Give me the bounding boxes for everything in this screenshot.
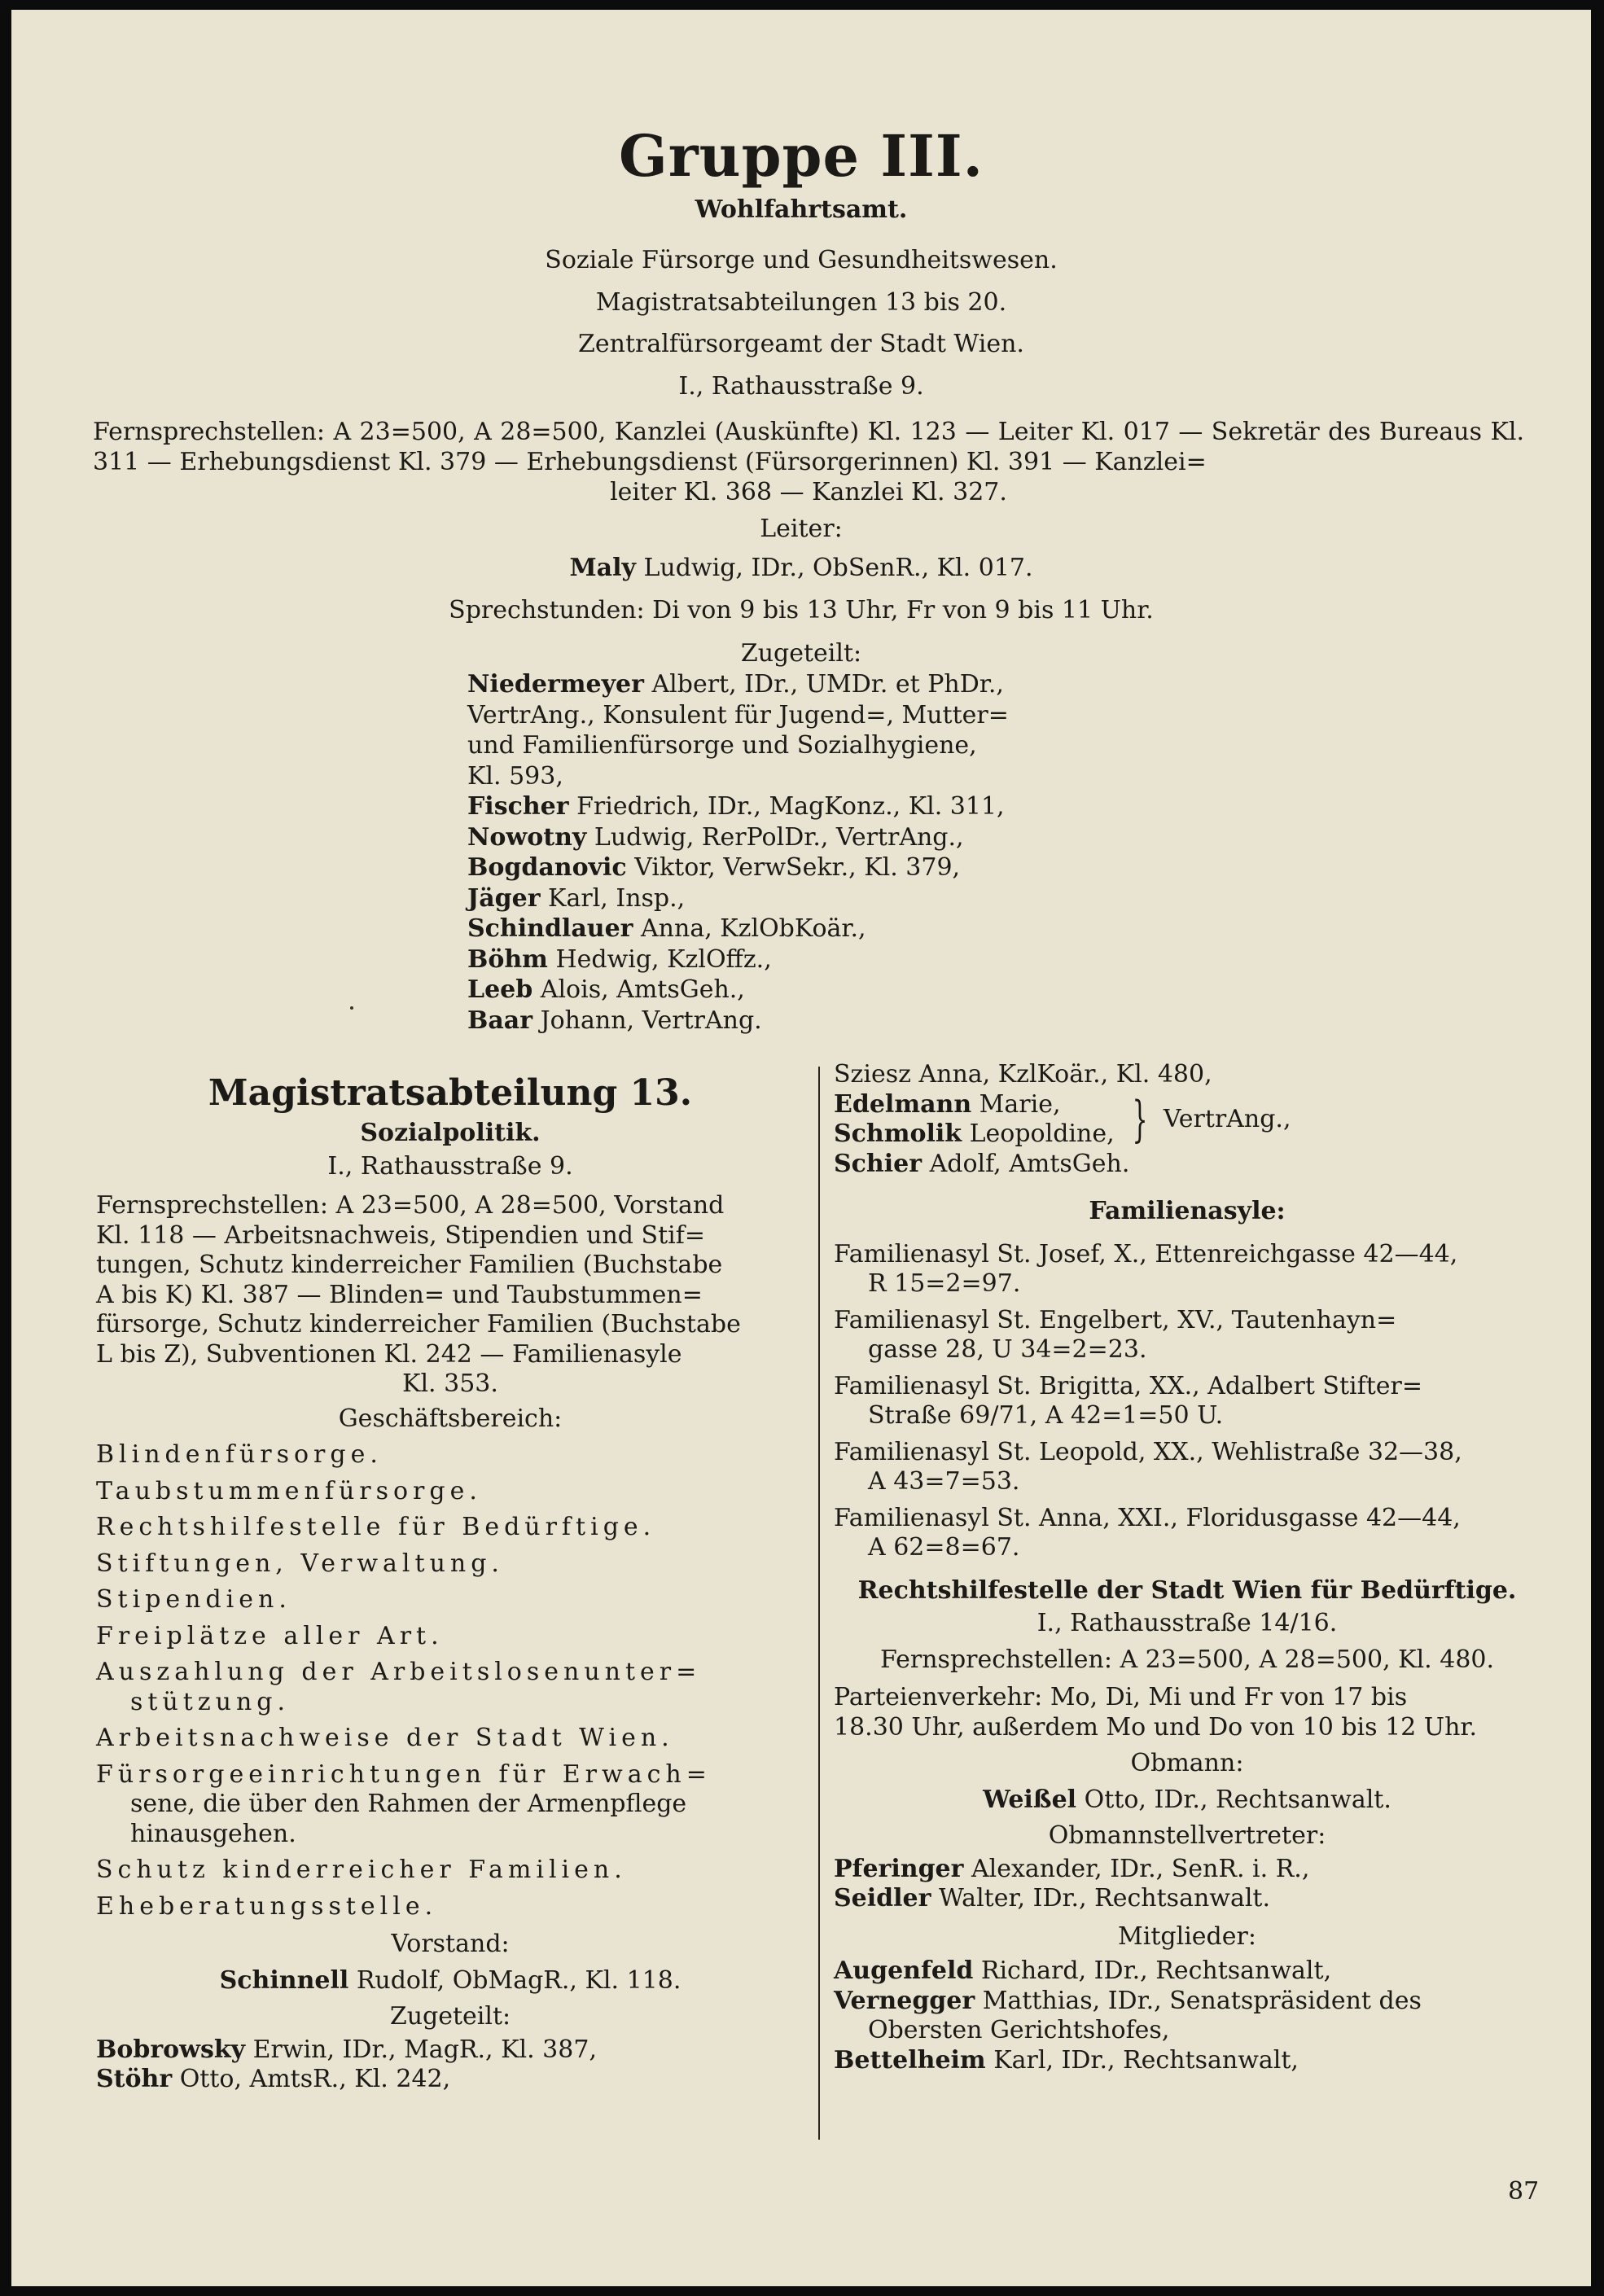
staff-name: Leeb xyxy=(467,975,533,1004)
header-line-1: Soziale Fürsorge und Gesundheitswesen. xyxy=(545,246,1058,274)
responsibility-item-continuation: sene, die über den Rahmen der Armenpflege xyxy=(130,1790,687,1818)
phone-line: tungen, Schutz kinderreicher Familien (Buchstabe xyxy=(96,1251,723,1279)
asyl-line: Familienasyl St. Leopold, XX., Wehlistraße 32—38, xyxy=(834,1437,1462,1466)
rechtshilfe-hours: Parteienverkehr: Mo, Di, Mi und Fr von 17 bis xyxy=(834,1683,1408,1711)
phone-line: L bis Z), Subventionen Kl. 242 — Familienasyle xyxy=(96,1339,682,1369)
member-name: Augenfeld xyxy=(834,1956,974,1985)
phone-line: A bis K) Kl. 387 — Blinden= und Taubstummen= xyxy=(96,1280,703,1309)
staff-entry xyxy=(467,1006,1180,1036)
header-line-4: I., Rathausstraße 9. xyxy=(678,372,924,401)
assigned-name: Bobrowsky xyxy=(96,2035,246,2064)
responsibility-item: Arbeitsnachweise der Stadt Wien. xyxy=(96,1724,674,1752)
asyl-line-continuation: gasse 28, U 34=2=23. xyxy=(868,1335,1147,1364)
header-line-3: Zentralfürsorgeamt der Stadt Wien. xyxy=(578,330,1024,358)
brace-group xyxy=(834,1090,1540,1150)
asyl-entry xyxy=(834,1504,1540,1563)
asyl-line-continuation: Straße 69/71, A 42=1=50 U. xyxy=(868,1401,1224,1430)
assigned-details: Otto, AmtsR., Kl. 242, xyxy=(172,2065,451,2093)
rechtshilfe-phones: Fernsprechstellen: A 23=500, A 28=500, Kl. 480. xyxy=(879,1645,1495,1674)
assigned-name: Stöhr xyxy=(96,2065,173,2093)
staff-entry xyxy=(467,975,1180,1006)
staff-name: Niedermeyer xyxy=(467,670,644,699)
vorstand-details: Rudolf, ObMagR., Kl. 118. xyxy=(348,1965,681,1995)
responsibility-item: Auszahlung der Arbeitslosenunter= xyxy=(96,1658,702,1686)
right-column xyxy=(834,1060,1540,2075)
page-title: Gruppe III. xyxy=(619,122,984,190)
assigned-details: Marie, xyxy=(971,1089,1061,1119)
assigned-name: Edelmann xyxy=(834,1089,972,1119)
document-page xyxy=(11,10,1591,2286)
staff-details: Anna, KzlObKoär., xyxy=(633,914,866,943)
staff-name: Schindlauer xyxy=(467,914,633,943)
stellvertreter-name: Pferinger xyxy=(834,1854,964,1883)
staff-list xyxy=(467,669,1180,1036)
staff-name: Bogdanovic xyxy=(467,853,627,882)
phone-info-last: leiter Kl. 368 — Kanzlei Kl. 327. xyxy=(610,478,1007,506)
assigned-details: Adolf, AmtsGeh. xyxy=(922,1149,1130,1178)
asyle-heading: Familienasyle: xyxy=(1089,1197,1286,1225)
curly-brace-icon: } xyxy=(1132,1091,1148,1148)
phone-line: fürsorge, Schutz kinderreicher Familien (Buchstabe xyxy=(96,1310,741,1339)
assigned-entry xyxy=(96,2035,804,2066)
responsibility-item: Rechtshilfestelle für Bedürftige. xyxy=(96,1513,656,1541)
rechtshilfe-hours-continuation: 18.30 Uhr, außerdem Mo und Do von 10 bis 12 Uhr. xyxy=(834,1712,1477,1742)
leiter-name: Maly xyxy=(569,554,636,582)
asyl-line-continuation: A 43=7=53. xyxy=(868,1467,1020,1496)
brace-names xyxy=(834,1090,1115,1150)
obmann-entry xyxy=(834,1786,1540,1816)
responsibility-item: Taubstummenfürsorge. xyxy=(96,1476,482,1505)
stellvertreter-heading: Obmannstellvertreter: xyxy=(1048,1821,1326,1850)
staff-details: Karl, Insp., xyxy=(540,883,686,913)
responsibility-item-continuation: stützung. xyxy=(130,1687,291,1716)
staff-entry xyxy=(467,944,1180,975)
responsibility-item: Eheberatungsstelle. xyxy=(96,1891,438,1921)
staff-continuation: und Familienfürsorge und Sozialhygiene, xyxy=(467,731,977,760)
vorstand-heading: Vorstand: xyxy=(391,1930,510,1958)
responsibility-item: Blindenfürsorge. xyxy=(96,1440,383,1469)
responsibility-item-continuation: hinausgehen. xyxy=(130,1819,296,1848)
staff-continuation: Kl. 593, xyxy=(467,761,563,791)
asyl-line: Familienasyl St. Josef, X., Ettenreichgasse 42—44, xyxy=(834,1239,1458,1268)
asyl-line: Familienasyl St. Engelbert, XV., Tautenhayn= xyxy=(834,1305,1397,1334)
leiter-details: Ludwig, IDr., ObSenR., Kl. 017. xyxy=(635,554,1033,582)
staff-name: Nowotny xyxy=(467,822,587,852)
member-name: Vernegger xyxy=(834,1986,975,2015)
page-number: 87 xyxy=(1508,2177,1540,2206)
responsibility-item: Stiftungen, Verwaltung. xyxy=(96,1549,504,1578)
assigned-name: Schmolik xyxy=(834,1120,962,1148)
obmann-details: Otto, IDr., Rechtsanwalt. xyxy=(1076,1785,1391,1814)
assigned-name: Schier xyxy=(834,1149,923,1178)
responsibility-item: Fürsorgeeinrichtungen für Erwach= xyxy=(96,1759,712,1789)
assigned-entry xyxy=(96,2065,804,2095)
header-line-2: Magistratsabteilungen 13 bis 20. xyxy=(595,288,1007,317)
rechtshilfe-heading: Rechtshilfestelle der Stadt Wien für Bedürftige. xyxy=(857,1575,1517,1605)
assigned-details: Anna, KzlKoär., Kl. 480, xyxy=(910,1060,1212,1089)
zugeteilt-heading: Zugeteilt: xyxy=(740,639,862,668)
section-address: I., Rathausstraße 9. xyxy=(327,1151,573,1181)
staff-continuation: VertrAng., Konsulent für Jugend=, Mutter= xyxy=(467,700,1009,730)
member-details: Matthias, IDr., Senatspräsident des xyxy=(975,1986,1422,2015)
section-heading: Magistratsabteilung 13. xyxy=(208,1072,693,1114)
member-entry xyxy=(834,1956,1540,1987)
staff-name: Jäger xyxy=(467,883,541,913)
staff-entry xyxy=(467,883,1180,914)
obmann-name: Weißel xyxy=(983,1785,1077,1814)
phone-line: Fernsprechstellen: A 23=500, A 28=500, Vorstand xyxy=(96,1191,725,1220)
leiter-heading: Leiter: xyxy=(760,515,843,543)
asyl-line-continuation: A 62=8=67. xyxy=(868,1533,1020,1562)
leiter-entry xyxy=(93,554,1510,582)
stellvertreter-details: Walter, IDr., Rechtsanwalt. xyxy=(931,1884,1271,1913)
responsibility-item: Freiplätze aller Art. xyxy=(96,1621,444,1650)
assigned-details: Leopoldine, xyxy=(962,1120,1115,1148)
member-entry xyxy=(834,2046,1540,2076)
brace-label: VertrAng., xyxy=(1163,1104,1291,1133)
assigned-details: Erwin, IDr., MagR., Kl. 387, xyxy=(245,2035,597,2064)
stellvertreter-entry xyxy=(834,1855,1540,1885)
ink-speck xyxy=(350,1006,353,1010)
phone-line: Kl. 118 — Arbeitsnachweis, Stipendien und Stif= xyxy=(96,1220,705,1250)
staff-name: Fischer xyxy=(467,792,569,821)
stellvertreter-entry xyxy=(834,1884,1540,1914)
staff-details: Johann, VertrAng. xyxy=(532,1006,762,1035)
asyl-line: Familienasyl St. Anna, XXI., Floridusgasse 42—44, xyxy=(834,1503,1461,1532)
zugeteilt-heading: Zugeteilt: xyxy=(389,2002,511,2031)
assigned-entry xyxy=(834,1060,1540,1090)
staff-details: Alois, AmtsGeh., xyxy=(532,975,745,1004)
column-divider xyxy=(818,1067,820,2140)
stellvertreter-details: Alexander, IDr., SenR. i. R., xyxy=(963,1854,1310,1883)
staff-details: Friedrich, IDr., MagKonz., Kl. 311, xyxy=(568,792,1005,821)
assigned-entry xyxy=(834,1150,1540,1180)
staff-details: Hedwig, KzlOffz., xyxy=(547,944,772,974)
staff-entry xyxy=(467,914,1180,944)
staff-entry xyxy=(467,852,1180,883)
staff-name: Baar xyxy=(467,1006,533,1035)
phone-info-text: Fernsprechstellen: A 23=500, A 28=500, Kanzlei (Auskünfte) Kl. 123 — Leiter Kl. 017 — Sekretär des Bureaus Kl. 311 — Erhebungsdienst Kl. 379 — Erhebungsdienst (Fürsorgerinnen) Kl. 391 — Kanzlei= xyxy=(93,418,1524,476)
assigned-name: Sziesz xyxy=(834,1060,911,1089)
asyl-entry xyxy=(834,1438,1540,1497)
office-hours: Sprechstunden: Di von 9 bis 13 Uhr, Fr von 9 bis 11 Uhr. xyxy=(449,596,1154,624)
geschaeftsbereich-heading: Geschäftsbereich: xyxy=(338,1404,563,1433)
member-continuation: Obersten Gerichtshofes, xyxy=(868,2016,1170,2044)
phone-info-block xyxy=(93,417,1524,507)
staff-entry xyxy=(467,791,1180,822)
staff-entry xyxy=(467,822,1180,853)
staff-details: Ludwig, RerPolDr., VertrAng., xyxy=(586,822,964,852)
staff-details: Viktor, VerwSekr., Kl. 379, xyxy=(626,853,961,882)
rechtshilfe-address: I., Rathausstraße 14/16. xyxy=(1036,1609,1338,1637)
obmann-heading: Obmann: xyxy=(1130,1749,1244,1777)
vorstand-name: Schinnell xyxy=(219,1965,349,1995)
member-entry xyxy=(834,1987,1540,2046)
page-subtitle: Wohlfahrtsamt. xyxy=(695,195,908,224)
vorstand-entry xyxy=(96,1966,804,1996)
mitglieder-heading: Mitglieder: xyxy=(1118,1921,1256,1951)
asyl-line: Familienasyl St. Brigitta, XX., Adalbert Stifter= xyxy=(834,1371,1423,1400)
asyl-entry xyxy=(834,1306,1540,1365)
member-details: Richard, IDr., Rechtsanwalt, xyxy=(973,1956,1332,1985)
member-name: Bettelheim xyxy=(834,2045,986,2075)
phone-line-last: Kl. 353. xyxy=(402,1369,498,1398)
staff-name: Böhm xyxy=(467,944,548,974)
staff-details: Albert, IDr., UMDr. et PhDr., xyxy=(643,670,1004,699)
left-column xyxy=(96,1068,804,2095)
stellvertreter-name: Seidler xyxy=(834,1884,931,1913)
section-subheading: Sozialpolitik. xyxy=(360,1119,541,1147)
member-details: Karl, IDr., Rechtsanwalt, xyxy=(985,2045,1299,2075)
asyl-line-continuation: R 15=2=97. xyxy=(868,1269,1021,1298)
responsibility-item: Schutz kinderreicher Familien. xyxy=(96,1856,627,1884)
asyl-entry xyxy=(834,1240,1540,1299)
spacer xyxy=(96,1181,804,1191)
staff-entry xyxy=(467,669,1180,791)
asyl-entry xyxy=(834,1372,1540,1431)
responsibility-item: Stipendien. xyxy=(96,1585,291,1614)
